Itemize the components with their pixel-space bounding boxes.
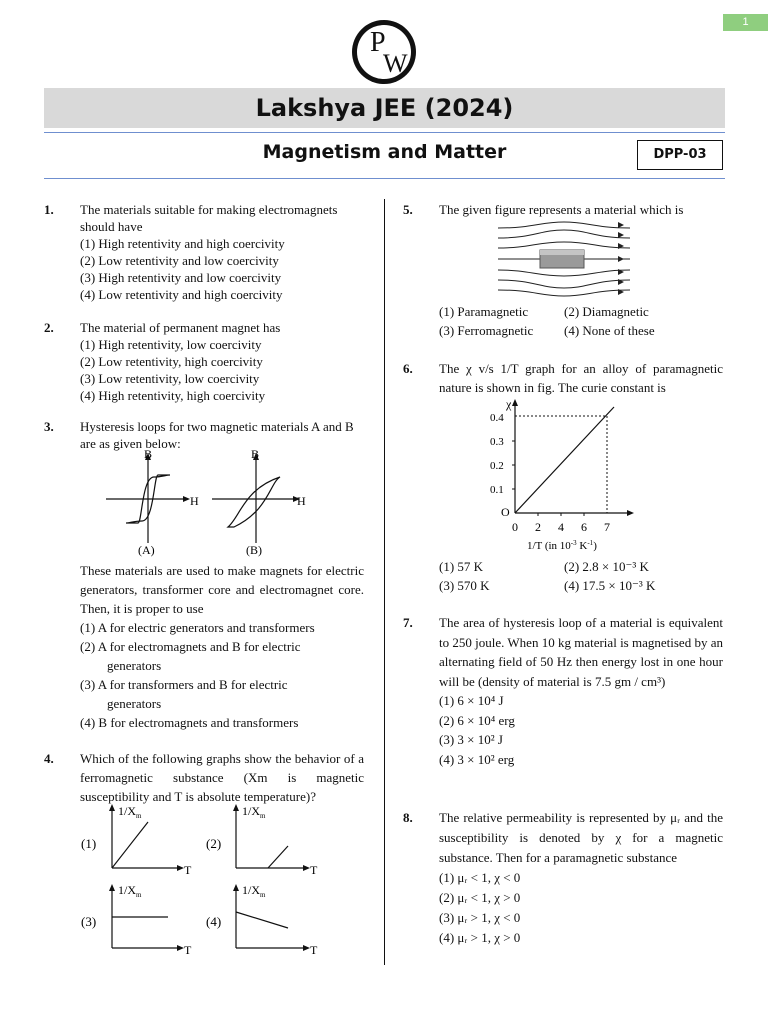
option-4: (4) None of these xyxy=(564,323,655,338)
title-rule xyxy=(44,132,725,133)
option-2: (2) A for electromagnets and B for electric xyxy=(80,639,301,654)
column-divider xyxy=(384,199,385,965)
option-1: (1) 57 K xyxy=(439,559,484,574)
option-1: (1) Paramagnetic xyxy=(439,304,529,319)
hysteresis-loops-figure xyxy=(100,447,320,559)
question-number: 1. xyxy=(44,202,54,217)
question-number: 5. xyxy=(403,202,413,217)
y-tick-label-03: 0.3 xyxy=(490,436,504,448)
loop-a-h-label: H xyxy=(190,494,199,508)
page-number: 1 xyxy=(723,14,768,31)
question-text: The relative permeability is represented by μᵣ and the susceptibility is denoted by χ for a magnetic substance. Then for a paramagnetic substance xyxy=(439,810,723,865)
loop-b-b-label: B xyxy=(251,447,260,461)
option-2: (2) 2.8 × 10⁻³ K xyxy=(564,559,649,574)
option-3: (3) A for transformers and B for electric xyxy=(80,677,288,692)
question-text: Hysteresis loops for two magnetic materials A and B are as given below: xyxy=(80,419,354,451)
x-tick-label-0: 0 xyxy=(512,520,518,534)
graph-3-x-label: T xyxy=(184,943,192,957)
chapter-title: Magnetism and Matter xyxy=(262,141,507,163)
dpp-badge: DPP-03 xyxy=(637,140,723,170)
pw-logo xyxy=(352,20,416,84)
graph-4-x-arrow xyxy=(303,945,310,951)
question-number: 2. xyxy=(44,320,54,335)
loop-b-curve xyxy=(228,477,280,527)
field-lines-figure xyxy=(494,220,634,298)
x-tick-label-4: 4 xyxy=(558,520,564,534)
graph-2-y-label: $1/X_m$ xyxy=(242,804,266,820)
question-text: The materials suitable for making electromagnets should have xyxy=(80,202,338,234)
option-4: (4) Low retentivity and high coercivity xyxy=(80,287,283,302)
field-line-1 xyxy=(498,222,630,228)
option-3-continued: generators xyxy=(107,696,162,711)
loop-a-h-arrow xyxy=(183,496,190,502)
field-line-7 xyxy=(498,290,630,296)
graph-3-y-arrow xyxy=(109,884,115,891)
graph-3-y-label: $1/X_m$ xyxy=(118,883,142,899)
field-arrow-1 xyxy=(618,222,624,228)
question-text: The area of hysteresis loop of a material is equivalent to 250 joule. When 10 kg material is magnetised by an alternating field of 50 Hz then energy lost in one hour will be (density of material is 7.5 gm / cm³) xyxy=(439,615,723,689)
graph-1-y-arrow xyxy=(109,804,115,811)
loop-a-b-label: B xyxy=(144,447,153,461)
graph-3-x-arrow xyxy=(177,945,184,951)
question-number: 8. xyxy=(403,810,413,825)
option-3: (3) μᵣ > 1, χ < 0 xyxy=(439,910,521,925)
option-4: (4) 3 × 10² erg xyxy=(439,751,515,767)
option-4: (4) High retentivity, high coercivity xyxy=(80,388,266,403)
field-line-6 xyxy=(498,280,630,288)
document-title: Lakshya JEE (2024) xyxy=(44,88,725,128)
x-tick-label-6: 6 xyxy=(581,520,587,534)
graph-1-option-label: (1) xyxy=(81,836,97,851)
question-number: 4. xyxy=(44,751,54,766)
graph-1-y-label: $1/X_m$ xyxy=(118,804,142,820)
question-number: 3. xyxy=(44,419,54,434)
loop-b-h-label: H xyxy=(297,494,306,508)
data-line xyxy=(515,407,614,513)
logo-letter-w: W xyxy=(383,49,408,78)
option-3: (3) Ferromagnetic xyxy=(439,323,534,338)
origin-label: O xyxy=(501,505,510,519)
option-2: (2) Low retentivity and low coercivity xyxy=(80,253,279,268)
y-tick-label-04: 0.4 xyxy=(490,412,504,424)
x-tick-label-2: 2 xyxy=(535,520,541,534)
logo-inner-circle xyxy=(357,25,411,79)
option-1: (1) A for electric generators and transformers xyxy=(80,620,315,635)
loop-b-caption: (B) xyxy=(246,543,262,557)
field-line-2 xyxy=(498,230,630,238)
graph-1-line xyxy=(112,822,148,868)
option-1: (1) High retentivity, low coercivity xyxy=(80,337,262,352)
y-tick-label-01: 0.1 xyxy=(490,484,504,496)
field-arrow-2 xyxy=(618,232,624,238)
option-2: (2) 6 × 10⁴ erg xyxy=(439,712,515,728)
x-tick-label-7: 7 xyxy=(604,520,610,534)
graph-2-y-arrow xyxy=(233,804,239,811)
graph-4-y-label: $1/X_m$ xyxy=(242,883,266,899)
question-number: 7. xyxy=(403,615,413,630)
field-arrow-4 xyxy=(618,256,624,262)
header-bottom-rule xyxy=(44,178,725,179)
question-text: Which of the following graphs show the behavior of a ferromagnetic substance (Xm is magnetic susceptibility and T is absolute temperature)? xyxy=(80,751,364,804)
graph-4-x-label: T xyxy=(310,943,318,957)
y-axis-arrow xyxy=(512,399,518,406)
y-axis-label: χ xyxy=(506,397,512,411)
option-2-continued: generators xyxy=(107,658,162,673)
question-text-2: These materials are used to make magnets for electric generators, transformer core and electromagnet core. Then, it is proper to use xyxy=(80,563,364,616)
question-text: The χ v/s 1/T graph for an alloy of paramagnetic nature is shown in fig. The curie constant is xyxy=(439,361,723,395)
ferromagnetic-graphs-figure xyxy=(76,800,336,960)
question-text: The given figure represents a material which is xyxy=(439,202,684,217)
graph-2-option-label: (2) xyxy=(206,836,222,851)
question-3-continued xyxy=(80,561,364,732)
option-2: (2) μᵣ < 1, χ > 0 xyxy=(439,890,521,905)
graph-4-option-label: (4) xyxy=(206,914,222,929)
option-1: (1) 6 × 10⁴ J xyxy=(439,693,504,708)
field-line-3 xyxy=(498,242,630,248)
question-number: 6. xyxy=(403,361,413,376)
graph-2-x-arrow xyxy=(303,865,310,871)
chi-vs-inverse-t-graph xyxy=(480,395,650,553)
option-3: (3) High retentivity and low coercivity xyxy=(80,270,282,285)
graph-2-line xyxy=(268,846,288,868)
graph-1-x-label: T xyxy=(184,863,192,877)
option-4: (4) B for electromagnets and transformers xyxy=(80,715,299,730)
graph-4-y-arrow xyxy=(233,884,239,891)
option-3: (3) Low retentivity, low coercivity xyxy=(80,371,260,386)
graph-4-line xyxy=(236,912,288,928)
option-3: (3) 3 × 10² J xyxy=(439,732,503,747)
question-text: The material of permanent magnet has xyxy=(80,320,281,335)
option-4: (4) 17.5 × 10⁻³ K xyxy=(564,578,656,593)
question-5-options xyxy=(439,302,725,340)
option-2: (2) Diamagnetic xyxy=(564,304,649,319)
graph-2-x-label: T xyxy=(310,863,318,877)
logo-letter-p: P xyxy=(370,27,386,58)
material-block-highlight xyxy=(540,250,584,255)
field-line-5 xyxy=(498,270,630,276)
graph-1-x-arrow xyxy=(177,865,184,871)
graph-3-option-label: (3) xyxy=(81,914,97,929)
x-axis-label: 1/T (in $10^{-3}$ $K^{-1}$) xyxy=(527,539,597,552)
option-4: (4) μᵣ > 1, χ > 0 xyxy=(439,930,521,945)
question-6-options xyxy=(439,557,725,595)
option-1: (1) μᵣ < 1, χ < 0 xyxy=(439,870,521,885)
loop-a-caption: (A) xyxy=(138,543,155,557)
option-3: (3) 570 K xyxy=(439,578,490,593)
x-axis-arrow xyxy=(627,510,634,516)
option-2: (2) Low retentivity, high coercivity xyxy=(80,354,263,369)
y-tick-label-02: 0.2 xyxy=(490,460,504,472)
option-1: (1) High retentivity and high coercivity xyxy=(80,236,285,251)
